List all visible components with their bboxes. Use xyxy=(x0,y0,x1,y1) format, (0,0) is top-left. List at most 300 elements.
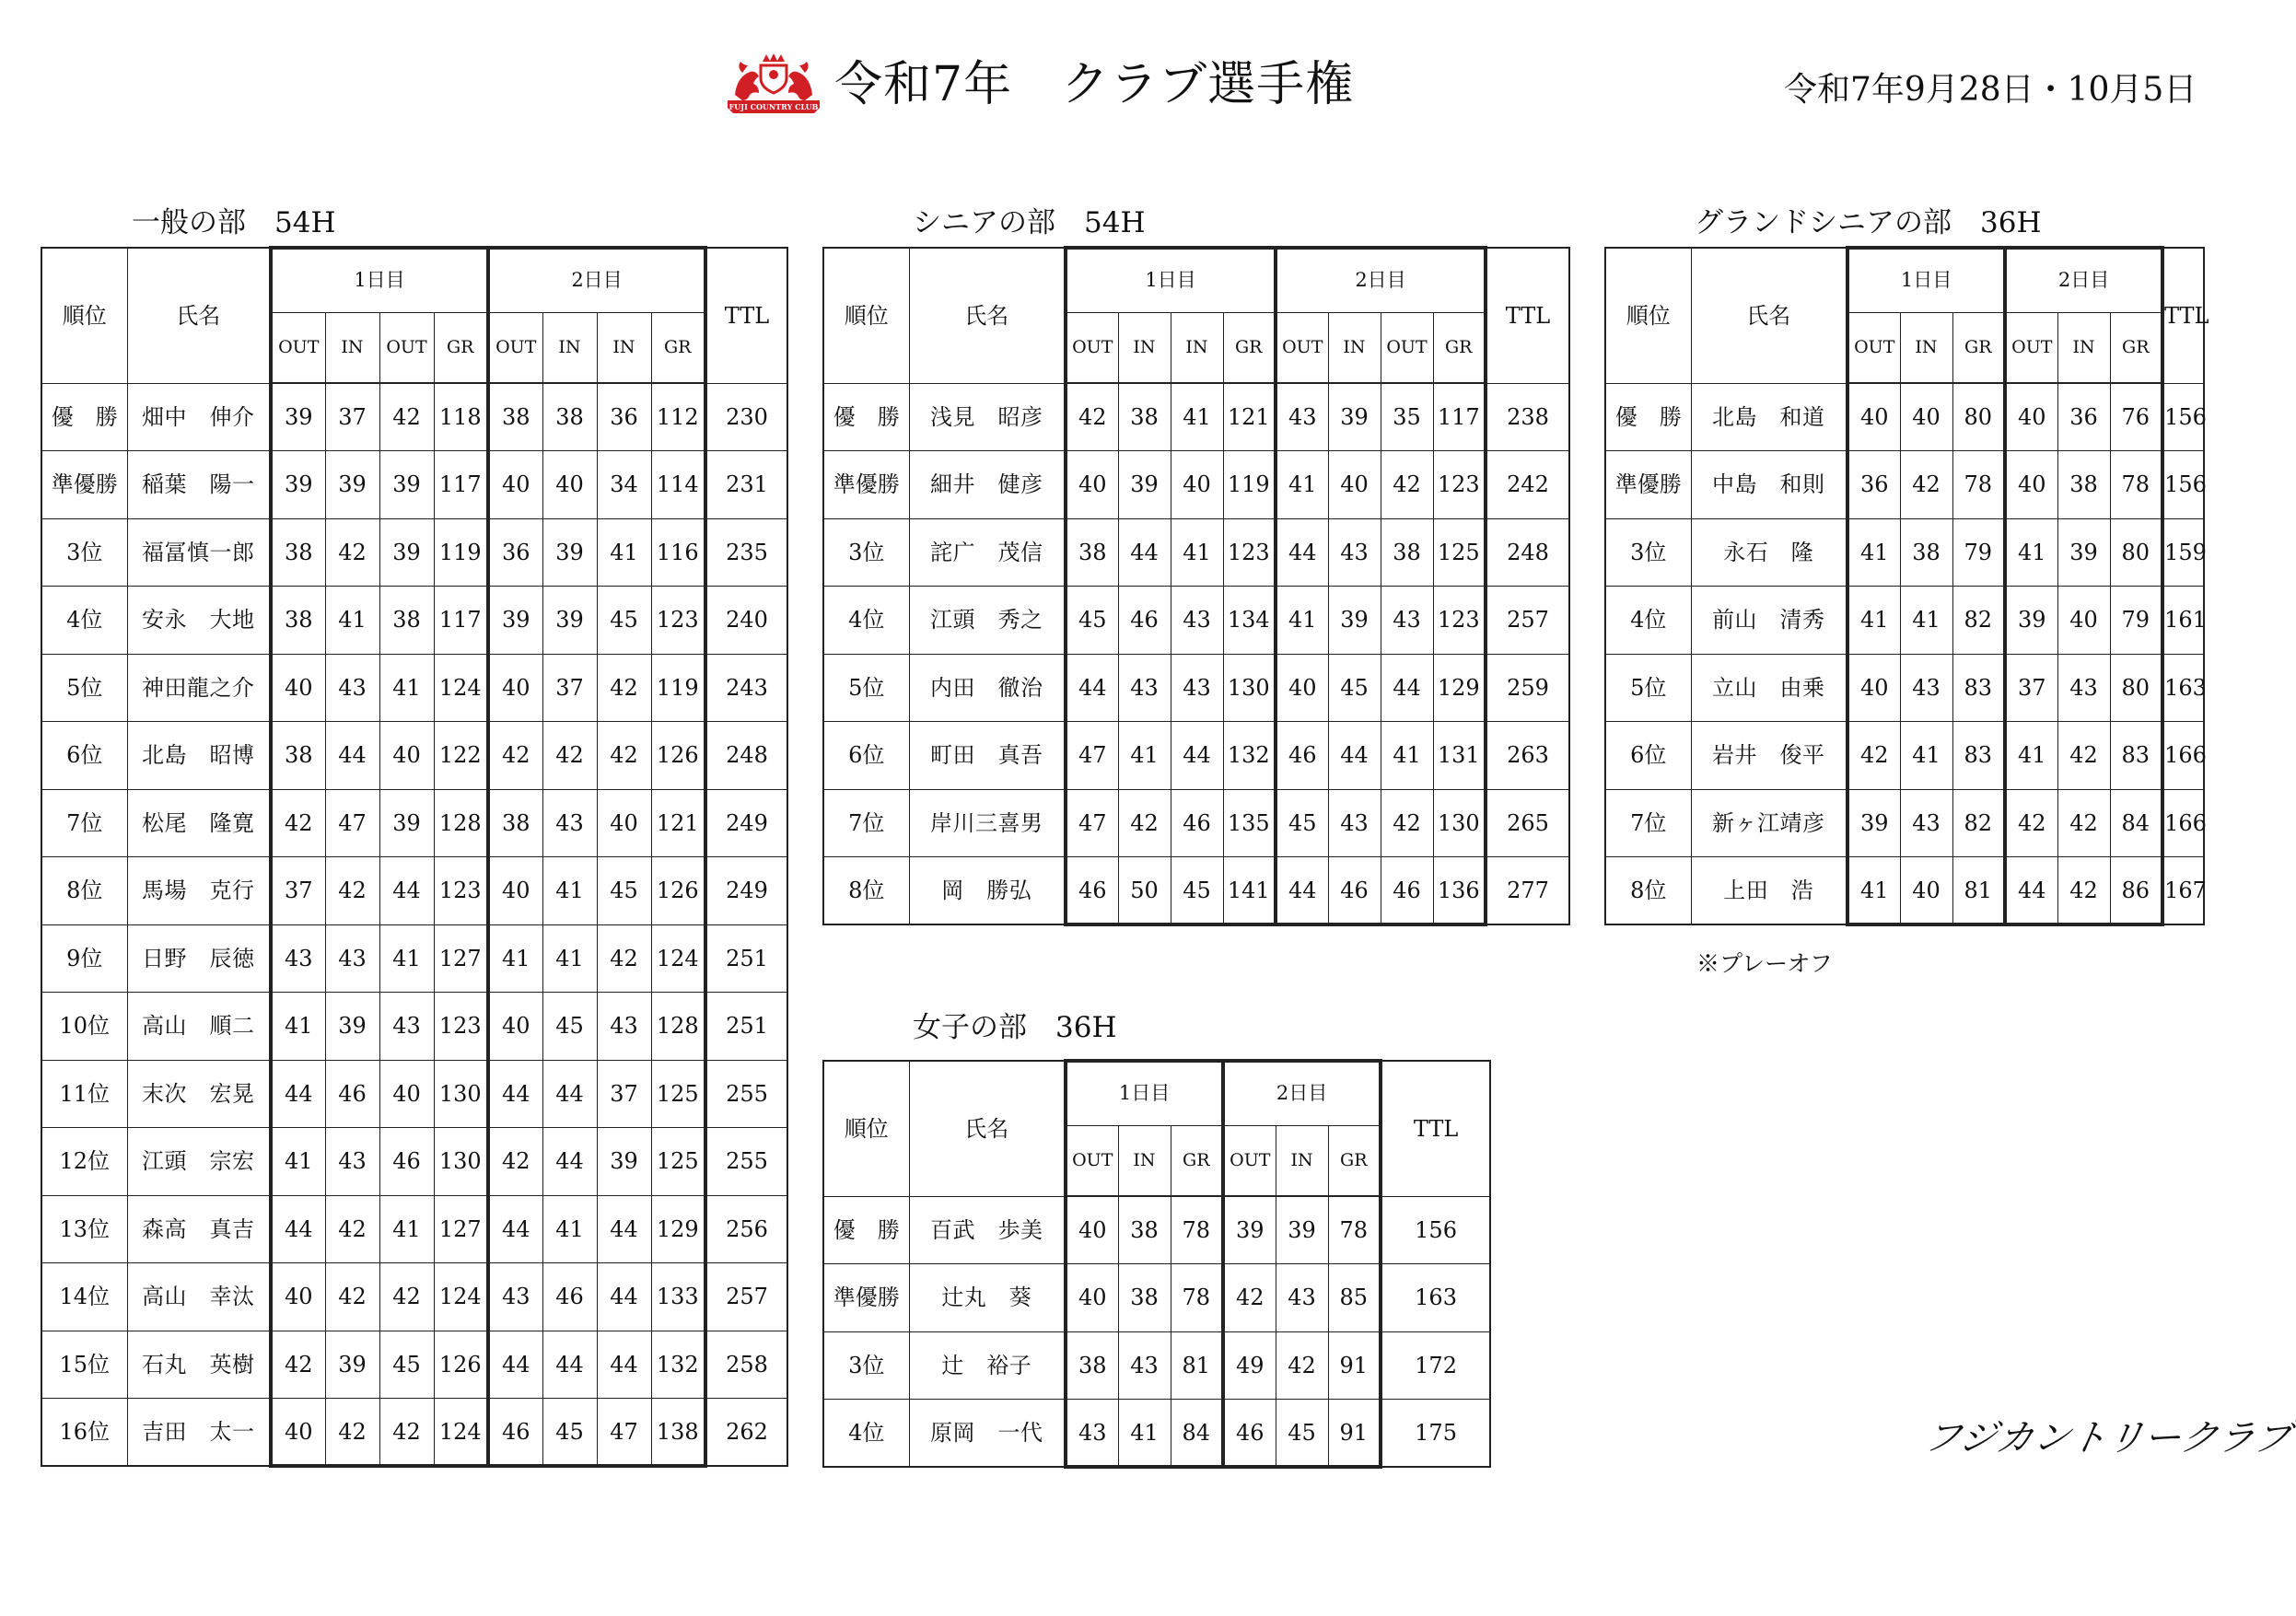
score-cell: 38 xyxy=(271,518,325,587)
total-cell: 243 xyxy=(705,654,787,722)
table-row xyxy=(41,993,787,1061)
rank-cell: 優 勝 xyxy=(1605,383,1691,451)
score-cell: 44 xyxy=(488,1331,542,1399)
score-cell: 40 xyxy=(2057,587,2110,655)
score-cell: 42 xyxy=(1223,1264,1276,1332)
player-name-cell: 森高 真吉 xyxy=(127,1195,271,1263)
total-cell: 256 xyxy=(705,1195,787,1263)
total-cell: 258 xyxy=(705,1331,787,1399)
score-cell: 40 xyxy=(1066,1196,1118,1264)
score-cell: 45 xyxy=(597,587,651,655)
table-row xyxy=(823,1264,1490,1332)
score-cell: 38 xyxy=(1381,518,1433,587)
score-cell: 80 xyxy=(1952,383,2005,451)
score-cell: 131 xyxy=(1433,722,1486,790)
score-cell: 43 xyxy=(379,993,434,1061)
player-name-cell: 北島 昭博 xyxy=(127,722,271,790)
score-cell: 40 xyxy=(1900,857,1952,925)
score-cell: 42 xyxy=(488,722,542,790)
score-cell: 43 xyxy=(2057,654,2110,722)
score-cell: 45 xyxy=(1066,587,1118,655)
rank-cell: 6位 xyxy=(1605,722,1691,790)
score-cell: 123 xyxy=(1223,518,1276,587)
score-cell: 41 xyxy=(488,924,542,993)
total-cell: 257 xyxy=(705,1263,787,1331)
score-cell: 43 xyxy=(1118,654,1171,722)
score-cell: 39 xyxy=(2057,518,2110,587)
table-row xyxy=(1605,722,2204,790)
table-row xyxy=(1605,857,2204,925)
total-cell: 172 xyxy=(1381,1331,1490,1400)
score-cell: 38 xyxy=(271,587,325,655)
score-cell: 78 xyxy=(1952,451,2005,519)
player-name-cell: 辻 裕子 xyxy=(909,1331,1066,1400)
score-cell: 40 xyxy=(1900,383,1952,451)
header-sub-in: IN xyxy=(325,312,379,383)
score-cell: 46 xyxy=(1276,722,1328,790)
score-cell: 41 xyxy=(1118,722,1171,790)
score-cell: 41 xyxy=(542,924,597,993)
rank-cell: 準優勝 xyxy=(823,451,909,519)
header-day2: 2日目 xyxy=(488,248,705,312)
rank-cell: 12位 xyxy=(41,1128,127,1196)
score-cell: 44 xyxy=(379,857,434,925)
header-sub-gr: GR xyxy=(1952,312,2005,383)
header-sub-out: OUT xyxy=(1381,312,1433,383)
total-cell: 251 xyxy=(705,924,787,993)
score-cell: 39 xyxy=(597,1128,651,1196)
player-name-cell: 江頭 秀之 xyxy=(909,587,1066,655)
total-cell: 277 xyxy=(1486,857,1569,925)
score-cell: 46 xyxy=(1171,789,1223,857)
score-cell: 38 xyxy=(488,383,542,451)
table-row xyxy=(41,857,787,925)
player-name-cell: 神田龍之介 xyxy=(127,654,271,722)
score-cell: 43 xyxy=(1276,1264,1328,1332)
header-sub-gr: GR xyxy=(1171,1125,1223,1196)
score-cell: 42 xyxy=(2057,789,2110,857)
score-cell: 124 xyxy=(434,1399,488,1467)
score-cell: 38 xyxy=(1118,383,1171,451)
score-cell: 41 xyxy=(325,587,379,655)
score-cell: 123 xyxy=(651,587,705,655)
score-cell: 82 xyxy=(1952,587,2005,655)
score-cell: 42 xyxy=(325,1263,379,1331)
score-cell: 123 xyxy=(1433,587,1486,655)
score-cell: 41 xyxy=(2005,722,2057,790)
table-row xyxy=(823,654,1569,722)
rank-cell: 11位 xyxy=(41,1060,127,1128)
total-cell: 249 xyxy=(705,789,787,857)
score-cell: 47 xyxy=(1066,789,1118,857)
rank-cell: 15位 xyxy=(41,1331,127,1399)
total-cell: 166 xyxy=(2162,722,2204,790)
logo-text: FUJI COUNTRY CLUB xyxy=(728,102,819,111)
table-row xyxy=(41,789,787,857)
score-cell: 39 xyxy=(542,518,597,587)
score-cell: 44 xyxy=(542,1128,597,1196)
score-cell: 41 xyxy=(1847,857,1900,925)
score-cell: 39 xyxy=(325,451,379,519)
club-crest-logo xyxy=(726,52,822,121)
section-title-grand-senior: グランドシニアの部 36H xyxy=(1695,206,2042,239)
score-cell: 42 xyxy=(1381,789,1433,857)
player-name-cell: 岡 勝弘 xyxy=(909,857,1066,925)
score-cell: 41 xyxy=(1171,383,1223,451)
score-cell: 41 xyxy=(271,993,325,1061)
score-cell: 127 xyxy=(434,1195,488,1263)
score-cell: 129 xyxy=(1433,654,1486,722)
score-cell: 40 xyxy=(597,789,651,857)
table-row xyxy=(823,1196,1490,1264)
header-sub-in: IN xyxy=(1276,1125,1328,1196)
rank-cell: 3位 xyxy=(823,1331,909,1400)
header-sub-in: IN xyxy=(1171,312,1223,383)
header-rank: 順位 xyxy=(1605,248,1691,383)
header-sub-out: OUT xyxy=(379,312,434,383)
score-cell: 41 xyxy=(379,1195,434,1263)
total-cell: 262 xyxy=(705,1399,787,1467)
table-row xyxy=(1605,789,2204,857)
player-name-cell: 永石 隆 xyxy=(1691,518,1847,587)
score-cell: 40 xyxy=(488,451,542,519)
table-row xyxy=(823,722,1569,790)
score-cell: 42 xyxy=(325,857,379,925)
score-cell: 114 xyxy=(651,451,705,519)
score-cell: 121 xyxy=(1223,383,1276,451)
header-sub-out: OUT xyxy=(488,312,542,383)
score-cell: 43 xyxy=(1276,383,1328,451)
score-cell: 44 xyxy=(271,1060,325,1128)
score-cell: 41 xyxy=(1381,722,1433,790)
score-cell: 42 xyxy=(2057,857,2110,925)
header-sub-in: IN xyxy=(1328,312,1381,383)
score-cell: 126 xyxy=(651,857,705,925)
rank-cell: 準優勝 xyxy=(823,1264,909,1332)
header-sub-in: IN xyxy=(542,312,597,383)
total-cell: 265 xyxy=(1486,789,1569,857)
score-cell: 45 xyxy=(1276,789,1328,857)
score-cell: 44 xyxy=(1118,518,1171,587)
score-cell: 42 xyxy=(325,1399,379,1467)
score-cell: 42 xyxy=(2057,722,2110,790)
score-cell: 39 xyxy=(325,1331,379,1399)
score-cell: 46 xyxy=(325,1060,379,1128)
score-cell: 123 xyxy=(1433,451,1486,519)
score-cell: 37 xyxy=(271,857,325,925)
total-cell: 240 xyxy=(705,587,787,655)
table-row xyxy=(1605,383,2204,451)
score-cell: 141 xyxy=(1223,857,1276,925)
header-sub-gr: GR xyxy=(1433,312,1486,383)
header-sub-out: OUT xyxy=(271,312,325,383)
player-name-cell: 高山 順二 xyxy=(127,993,271,1061)
score-cell: 117 xyxy=(434,451,488,519)
score-cell: 127 xyxy=(434,924,488,993)
score-cell: 46 xyxy=(379,1128,434,1196)
rank-cell: 8位 xyxy=(41,857,127,925)
score-cell: 45 xyxy=(1171,857,1223,925)
score-cell: 119 xyxy=(1223,451,1276,519)
score-cell: 44 xyxy=(2005,857,2057,925)
table-row xyxy=(41,654,787,722)
table-row xyxy=(41,722,787,790)
score-cell: 43 xyxy=(1900,789,1952,857)
rank-cell: 4位 xyxy=(823,587,909,655)
header-name: 氏名 xyxy=(909,248,1066,383)
header-name: 氏名 xyxy=(909,1061,1066,1196)
score-cell: 84 xyxy=(1171,1400,1223,1468)
score-cell: 121 xyxy=(651,789,705,857)
score-cell: 78 xyxy=(1171,1264,1223,1332)
score-cell: 38 xyxy=(1900,518,1952,587)
rank-cell: 4位 xyxy=(1605,587,1691,655)
score-cell: 40 xyxy=(1847,383,1900,451)
header-name: 氏名 xyxy=(127,248,271,383)
score-cell: 42 xyxy=(488,1128,542,1196)
score-cell: 42 xyxy=(1900,451,1952,519)
total-cell: 257 xyxy=(1486,587,1569,655)
score-cell: 44 xyxy=(597,1263,651,1331)
score-cell: 41 xyxy=(1900,722,1952,790)
score-cell: 42 xyxy=(379,1263,434,1331)
total-cell: 163 xyxy=(1381,1264,1490,1332)
total-cell: 166 xyxy=(2162,789,2204,857)
player-name-cell: 中島 和則 xyxy=(1691,451,1847,519)
score-cell: 46 xyxy=(1066,857,1118,925)
score-cell: 133 xyxy=(651,1263,705,1331)
player-name-cell: 末次 宏晃 xyxy=(127,1060,271,1128)
score-cell: 34 xyxy=(597,451,651,519)
score-cell: 125 xyxy=(1433,518,1486,587)
table-row xyxy=(41,1195,787,1263)
total-cell: 255 xyxy=(705,1128,787,1196)
score-cell: 46 xyxy=(1328,857,1381,925)
rank-cell: 13位 xyxy=(41,1195,127,1263)
score-cell: 39 xyxy=(379,518,434,587)
score-cell: 39 xyxy=(2005,587,2057,655)
player-name-cell: 岩井 俊平 xyxy=(1691,722,1847,790)
table-row xyxy=(41,1263,787,1331)
player-name-cell: 高山 幸汰 xyxy=(127,1263,271,1331)
score-cell: 43 xyxy=(488,1263,542,1331)
player-name-cell: 町田 真吾 xyxy=(909,722,1066,790)
score-cell: 42 xyxy=(597,654,651,722)
score-cell: 44 xyxy=(1328,722,1381,790)
results-table-women xyxy=(822,1059,1491,1469)
score-cell: 43 xyxy=(1118,1331,1171,1400)
score-cell: 42 xyxy=(542,722,597,790)
score-cell: 47 xyxy=(325,789,379,857)
score-cell: 42 xyxy=(597,924,651,993)
player-name-cell: 原岡 一代 xyxy=(909,1400,1066,1468)
score-cell: 124 xyxy=(434,1263,488,1331)
score-cell: 76 xyxy=(2110,383,2162,451)
rank-cell: 優 勝 xyxy=(823,1196,909,1264)
score-cell: 135 xyxy=(1223,789,1276,857)
score-cell: 80 xyxy=(2110,654,2162,722)
player-name-cell: 前山 清秀 xyxy=(1691,587,1847,655)
total-cell: 238 xyxy=(1486,383,1569,451)
score-cell: 38 xyxy=(2057,451,2110,519)
score-cell: 40 xyxy=(379,1060,434,1128)
table-row xyxy=(823,587,1569,655)
score-cell: 39 xyxy=(1328,587,1381,655)
header-rank: 順位 xyxy=(823,248,909,383)
player-name-cell: 浅見 昭彦 xyxy=(909,383,1066,451)
score-cell: 42 xyxy=(325,518,379,587)
score-cell: 44 xyxy=(325,722,379,790)
total-cell: 175 xyxy=(1381,1400,1490,1468)
score-cell: 40 xyxy=(271,1263,325,1331)
rank-cell: 5位 xyxy=(823,654,909,722)
results-table-grand-senior xyxy=(1604,246,2209,926)
score-cell: 39 xyxy=(488,587,542,655)
table-row xyxy=(823,383,1569,451)
table-row xyxy=(41,1060,787,1128)
table-row xyxy=(823,789,1569,857)
score-cell: 43 xyxy=(1066,1400,1118,1468)
rank-cell: 優 勝 xyxy=(41,383,127,451)
score-cell: 119 xyxy=(651,654,705,722)
score-cell: 41 xyxy=(1118,1400,1171,1468)
header-sub-in: IN xyxy=(1118,312,1171,383)
score-cell: 39 xyxy=(271,383,325,451)
table-row xyxy=(823,451,1569,519)
header-rank: 順位 xyxy=(823,1061,909,1196)
score-cell: 81 xyxy=(1952,857,2005,925)
score-cell: 40 xyxy=(1066,451,1118,519)
score-cell: 36 xyxy=(2057,383,2110,451)
score-cell: 40 xyxy=(488,993,542,1061)
score-cell: 41 xyxy=(542,1195,597,1263)
score-cell: 40 xyxy=(1171,451,1223,519)
score-cell: 38 xyxy=(379,587,434,655)
player-name-cell: 辻丸 葵 xyxy=(909,1264,1066,1332)
total-cell: 163 xyxy=(2162,654,2204,722)
score-cell: 39 xyxy=(271,451,325,519)
score-cell: 132 xyxy=(1223,722,1276,790)
score-cell: 46 xyxy=(542,1263,597,1331)
rank-cell: 5位 xyxy=(41,654,127,722)
page-title: 令和7年 クラブ選手権 xyxy=(834,57,1355,112)
table-row xyxy=(41,518,787,587)
score-cell: 91 xyxy=(1328,1331,1381,1400)
score-cell: 46 xyxy=(488,1399,542,1467)
score-cell: 41 xyxy=(379,924,434,993)
score-cell: 46 xyxy=(1118,587,1171,655)
table-row xyxy=(41,924,787,993)
score-cell: 45 xyxy=(1328,654,1381,722)
score-cell: 136 xyxy=(1433,857,1486,925)
score-cell: 39 xyxy=(1847,789,1900,857)
score-cell: 82 xyxy=(1952,789,2005,857)
table-row xyxy=(1605,518,2204,587)
header-sub-gr: GR xyxy=(1328,1125,1381,1196)
player-name-cell: 岸川三喜男 xyxy=(909,789,1066,857)
score-cell: 85 xyxy=(1328,1264,1381,1332)
score-cell: 40 xyxy=(271,654,325,722)
score-cell: 44 xyxy=(542,1331,597,1399)
header-day1: 1日目 xyxy=(271,248,488,312)
score-cell: 44 xyxy=(597,1331,651,1399)
score-cell: 43 xyxy=(1171,587,1223,655)
table-row xyxy=(1605,451,2204,519)
score-cell: 41 xyxy=(1847,518,1900,587)
score-cell: 43 xyxy=(597,993,651,1061)
total-cell: 263 xyxy=(1486,722,1569,790)
score-cell: 36 xyxy=(597,383,651,451)
score-cell: 39 xyxy=(379,789,434,857)
table-row xyxy=(823,857,1569,925)
player-name-cell: 新ヶ江靖彦 xyxy=(1691,789,1847,857)
score-cell: 43 xyxy=(1381,587,1433,655)
header-sub-out: OUT xyxy=(1066,312,1118,383)
score-cell: 39 xyxy=(325,993,379,1061)
score-cell: 81 xyxy=(1171,1331,1223,1400)
score-cell: 83 xyxy=(1952,722,2005,790)
total-cell: 156 xyxy=(1381,1196,1490,1264)
score-cell: 117 xyxy=(1433,383,1486,451)
score-cell: 42 xyxy=(271,1331,325,1399)
header-sub-gr: GR xyxy=(2110,312,2162,383)
score-cell: 40 xyxy=(1847,654,1900,722)
score-cell: 38 xyxy=(488,789,542,857)
player-name-cell: 石丸 英樹 xyxy=(127,1331,271,1399)
score-cell: 35 xyxy=(1381,383,1433,451)
rank-cell: 7位 xyxy=(1605,789,1691,857)
rank-cell: 3位 xyxy=(1605,518,1691,587)
total-cell: 156 xyxy=(2162,451,2204,519)
table-row xyxy=(41,1128,787,1196)
rank-cell: 準優勝 xyxy=(1605,451,1691,519)
rank-cell: 5位 xyxy=(1605,654,1691,722)
header-sub-in: IN xyxy=(597,312,651,383)
score-cell: 42 xyxy=(271,789,325,857)
score-cell: 42 xyxy=(379,383,434,451)
table-row xyxy=(823,518,1569,587)
header-sub-out: OUT xyxy=(1276,312,1328,383)
playoff-note: ※プレーオフ xyxy=(1696,950,1833,977)
total-cell: 255 xyxy=(705,1060,787,1128)
score-cell: 119 xyxy=(434,518,488,587)
table-row xyxy=(41,1331,787,1399)
event-date: 令和7年9月28日・10月5日 xyxy=(1784,71,2197,109)
score-cell: 46 xyxy=(1381,857,1433,925)
score-cell: 41 xyxy=(1276,587,1328,655)
score-cell: 45 xyxy=(542,993,597,1061)
total-cell: 156 xyxy=(2162,383,2204,451)
player-name-cell: 吉田 太一 xyxy=(127,1399,271,1467)
score-cell: 43 xyxy=(1171,654,1223,722)
score-cell: 129 xyxy=(651,1195,705,1263)
score-cell: 44 xyxy=(1381,654,1433,722)
score-cell: 45 xyxy=(597,857,651,925)
header-sub-in: IN xyxy=(1900,312,1952,383)
score-cell: 42 xyxy=(2005,789,2057,857)
score-cell: 44 xyxy=(1171,722,1223,790)
score-cell: 41 xyxy=(597,518,651,587)
score-cell: 41 xyxy=(2005,518,2057,587)
header-rank: 順位 xyxy=(41,248,127,383)
rank-cell: 8位 xyxy=(823,857,909,925)
total-cell: 249 xyxy=(705,857,787,925)
score-cell: 125 xyxy=(651,1060,705,1128)
score-cell: 44 xyxy=(1276,518,1328,587)
score-cell: 45 xyxy=(1276,1400,1328,1468)
player-name-cell: 馬場 克行 xyxy=(127,857,271,925)
score-cell: 42 xyxy=(379,1399,434,1467)
